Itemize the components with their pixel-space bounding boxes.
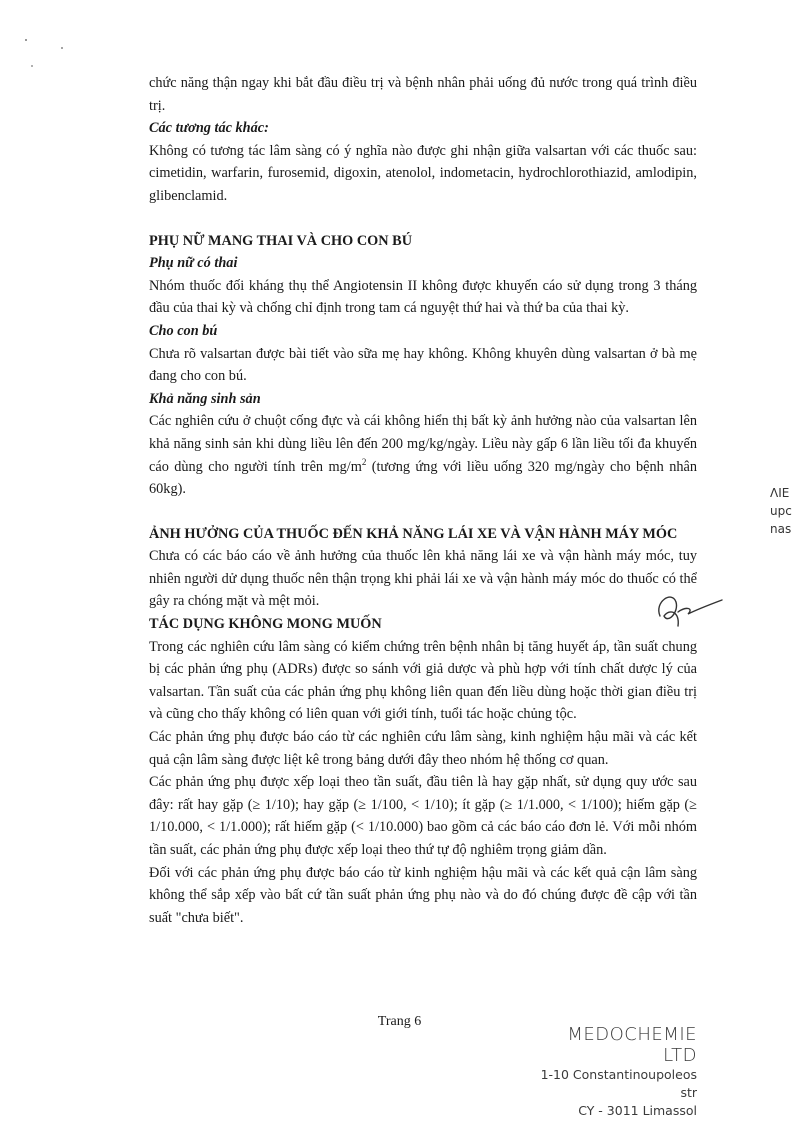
edge-mark: upc (770, 504, 792, 518)
paragraph-text: (tương ứng với liều uống 320 mg/ngày cho bệnh nhân 60kg). (149, 458, 697, 498)
cropped-stamp-fragment (770, 484, 799, 538)
body-paragraph: Các phản ứng phụ được xếp loại theo tần suất, đầu tiên là hay gặp nhất, sử dụng quy ước sau đây: rất hay gặp (≥ 1/10); hay gặp (≥ 1/100, < 1/10); ít gặp (≥ 1/1.000, < 1/100); hiếm gặp (≥ 1/10.000, < 1/1.000); rất hiếm gặp (< 1/10.000) bao gồm cả các báo cáo đơn lẻ. Với mỗi nhóm tần suất, các phản ứng phụ được xếp loại theo thứ tự độ nghiêm trọng giảm dần. (149, 774, 697, 858)
body-paragraph: chức năng thận ngay khi bắt đầu điều trị và bệnh nhân phải uống đủ nước trong quá trình điều trị. (149, 75, 697, 114)
body-paragraph: Chưa có các báo cáo về ảnh hưởng của thuốc lên khả năng lái xe và vận hành máy móc, tuy nhiên người dử dụng thuốc nên thận trọng khi phải lái xe và vận hành máy móc do thuốc có thể gây ra chóng mặt và mệt mỏi. (149, 548, 697, 610)
section-heading: TÁC DỤNG KHÔNG MONG MUỐN (149, 616, 382, 633)
stamp-address-line: CY - 3011 Limassol (578, 1103, 697, 1118)
company-stamp (537, 1024, 697, 1120)
handwritten-signature (650, 586, 724, 632)
subsection-heading: Phụ nữ có thai (149, 255, 238, 272)
stamp-company-name: MEDOCHEMIE LTD (567, 1024, 697, 1066)
superscript: 2 (361, 456, 367, 467)
stamp-address-line: 1-10 Constantinoupoleos str (540, 1067, 697, 1100)
section-heading: PHỤ NỮ MANG THAI VÀ CHO CON BÚ (149, 232, 413, 249)
edge-mark: ΛIE (770, 486, 790, 500)
body-paragraph: Các phản ứng phụ được báo cáo từ các nghiên cứu lâm sàng, kinh nghiệm hậu mãi và các kết quả cận lâm sàng được liệt kê trong bảng dưới đây theo nhóm hệ thống cơ quan. (149, 729, 697, 768)
body-paragraph: Trong các nghiên cứu lâm sàng có kiểm chứng trên bệnh nhân bị tăng huyết áp, tần suất chung bị các phản ứng phụ (ADRs) được so sánh với giả dược và phù hợp với tính chất dược lý của valsartan. Tần suất của các phản ứng phụ không liên quan đến liều dùng hoặc thời gian điều trị và cũng cho thấy không có liên quan với giới tính, tuổi tác hoặc chủng tộc. (149, 638, 697, 723)
page-number: Trang 6 (377, 1014, 422, 1029)
body-paragraph: Chưa rõ valsartan được bài tiết vào sữa mẹ hay không. Không khuyên dùng valsartan ở bà mẹ đang cho con bú. (149, 345, 697, 385)
body-text (149, 72, 697, 929)
body-paragraph: Nhóm thuốc đối kháng thụ thể Angiotensin II không được khuyến cáo sử dụng trong 3 tháng đầu của thai kỳ và chống chỉ định trong tam cá nguyệt thứ hai và thứ ba của thai kỳ. (149, 277, 697, 317)
subsection-heading: Các tương tác khác: (149, 120, 269, 137)
section-heading: ẢNH HƯỞNG CỦA THUỐC ĐẾN KHẢ NĂNG LÁI XE VÀ VẬN HÀNH MÁY MÓC (149, 525, 678, 542)
body-paragraph: Đối với các phản ứng phụ được báo cáo từ kinh nghiệm hậu mãi và các kết quả cận lâm sàng không thể sắp xếp vào bất cứ tần suất phản ứng phụ nào và do đó chúng được đề cập với tần suất "chưa biết". (149, 864, 697, 926)
paragraph-text: Các nghiên cứu ở chuột cống đực và cái không hiển thị bất kỳ ảnh hưởng nào của valsartan lên khả năng sinh sản khi dùng liều lên đến 200 mg/kg/ngày. Liều này gấp 6 lần liều tối đa khuyến cáo dùng cho người tính trên mg/m (149, 413, 697, 475)
section-gap (149, 501, 697, 523)
subsection-heading: Khả năng sinh sản (149, 390, 261, 407)
subsection-heading: Cho con bú (149, 322, 218, 339)
body-paragraph: Không có tương tác lâm sàng có ý nghĩa nào được ghi nhận giữa valsartan với các thuốc sau: cimetidin, warfarin, furosemid, digoxin, atenolol, indometacin, hydrochlorothiazid, amlodipin, glibenclamid. (149, 142, 697, 204)
body-paragraph (149, 410, 697, 500)
edge-mark: nas (770, 522, 792, 536)
scan-specks (20, 22, 70, 72)
section-gap (149, 208, 697, 230)
